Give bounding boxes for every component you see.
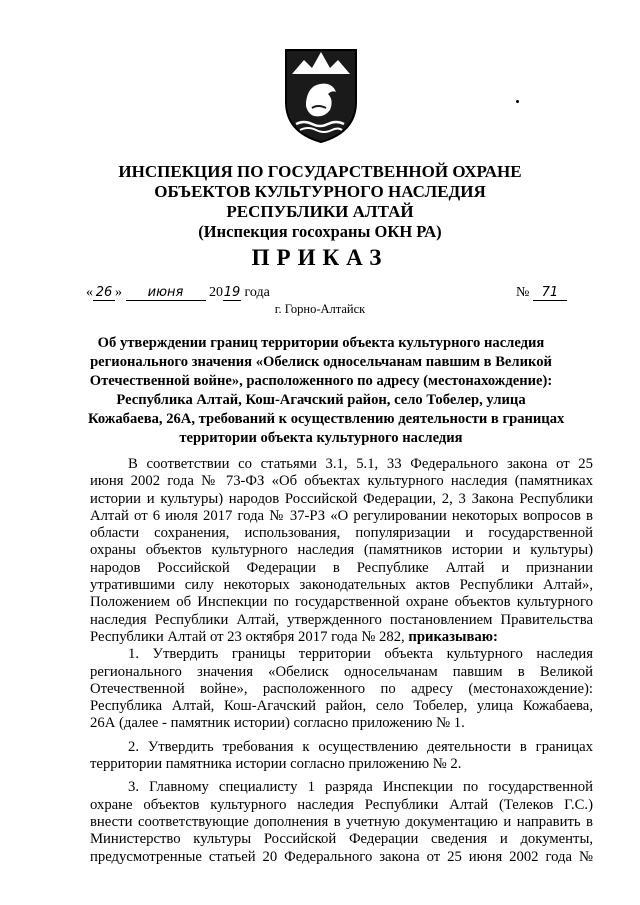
body-line: Алтай от 6 июля 2017 года № 37-РЗ «О регулировании некоторых вопросов в <box>90 507 593 524</box>
body-line: народов Российской Федерации в Республике Алтай и признании <box>90 559 593 576</box>
body-line-text: Республики Алтай от 23 октября 2017 года № 282, <box>90 628 409 645</box>
subject-line: Республика Алтай, Кош-Агачский район, село Тобелер, улица <box>116 392 526 408</box>
city-name: г. Горно-Алтайск <box>274 302 366 316</box>
number-value: 71 <box>533 285 567 301</box>
org-name-line-2: ОБЪЕКТОВ КУЛЬТУРНОГО НАСЛЕДИЯ <box>154 182 486 201</box>
body-line <box>90 629 593 646</box>
body-line: наследия Республики Алтай, утвержденного постановлением Правительства <box>90 611 593 628</box>
body-line: предусмотренные статьей 20 Федерального закона от 25 июня 2002 года № <box>90 848 593 865</box>
number-label: № <box>516 285 530 300</box>
order-number <box>516 284 567 302</box>
org-name-line-1: ИНСПЕКЦИЯ ПО ГОСУДАРСТВЕННОЙ ОХРАНЕ <box>118 162 522 181</box>
document-type-title: ПРИКАЗ <box>251 245 389 270</box>
order-body <box>90 456 593 866</box>
quote-close: » <box>115 285 122 300</box>
body-line: Положением об Инспекции по государственной охране объектов культурного <box>90 594 593 611</box>
body-line: 3. Главному специалисту 1 разряда Инспекции по государственной <box>128 779 593 796</box>
paragraph-item-2 <box>90 739 593 774</box>
body-line: территории памятника истории согласно приложению № 2. <box>90 756 462 773</box>
year-prefix: 20 <box>209 285 223 300</box>
body-line: истории и культуры) народов Российской Федерации, 2, 3 Закона Республики <box>90 490 593 507</box>
subject-line: Об утверждении границ территории объекта культурного наследия <box>97 335 545 351</box>
body-line: июня 2002 года № 73-ФЗ «Об объектах культурного наследия (памятниках <box>90 473 593 490</box>
paragraph-preamble <box>90 456 593 646</box>
org-short-name: (Инспекция госохраны ОКН РА) <box>198 222 442 241</box>
body-line: охраны объектов культурного наследия (памятников истории и культуры) <box>90 542 593 559</box>
body-line: Республика Алтай, Кош-Агачский район, село Тобелер, улица Кожабаева, <box>90 698 593 715</box>
org-name-line-3: РЕСПУБЛИКИ АЛТАЙ <box>226 202 414 221</box>
body-line: Министерство культуры Российской Федерации сведения и документы, <box>90 831 593 848</box>
body-line: 2. Утвердить требования к осуществлению деятельности в границах <box>128 738 593 755</box>
body-line: внести соответствующие дополнения в учетную документацию и направить в <box>90 813 593 830</box>
date-year-suffix: 19 <box>223 285 241 300</box>
paragraph-item-3 <box>90 779 593 865</box>
subject-line: Кожабаева, 26А, требований к осуществлению деятельности в границах <box>88 411 565 427</box>
body-line: охране объектов культурного наследия Республики Алтай (Телеков Г.С.) <box>90 796 593 813</box>
body-line: 26А (далее - памятник истории) согласно приложению № 1. <box>90 715 465 732</box>
body-line: В соответствии со статьями 3.1, 5.1, 33 Федерального закона от 25 <box>128 456 593 472</box>
order-date <box>86 284 270 302</box>
date-month: июня <box>126 285 206 301</box>
order-directive: приказываю: <box>408 628 498 645</box>
subject-line: Отечественной войне», расположенного по адресу (местонахождение): <box>89 373 553 389</box>
year-word: года <box>244 285 270 300</box>
coat-of-arms-emblem <box>282 44 360 144</box>
body-line: утратившими силу некоторых законодательных актов Республики Алтай», <box>90 577 593 594</box>
quote-open: « <box>86 285 93 300</box>
body-line: регионального значения «Обелиск односельчанам павшим в Великой <box>90 663 593 680</box>
body-line: области сохранения, использования, популяризации и государственной <box>90 525 593 542</box>
date-day: 26 <box>93 285 115 301</box>
body-line: 1. Утвердить границы территории объекта культурного наследия <box>128 646 593 663</box>
order-subject <box>88 334 565 448</box>
body-line: Отечественной войне», расположенного по адресу (местонахождение): <box>90 680 593 697</box>
subject-line: регионального значения «Обелиск односельчанам павшим в Великой <box>90 354 552 370</box>
scan-speck <box>516 100 519 103</box>
paragraph-item-1 <box>90 646 593 732</box>
subject-line: территории объекта культурного наследия <box>179 430 463 446</box>
